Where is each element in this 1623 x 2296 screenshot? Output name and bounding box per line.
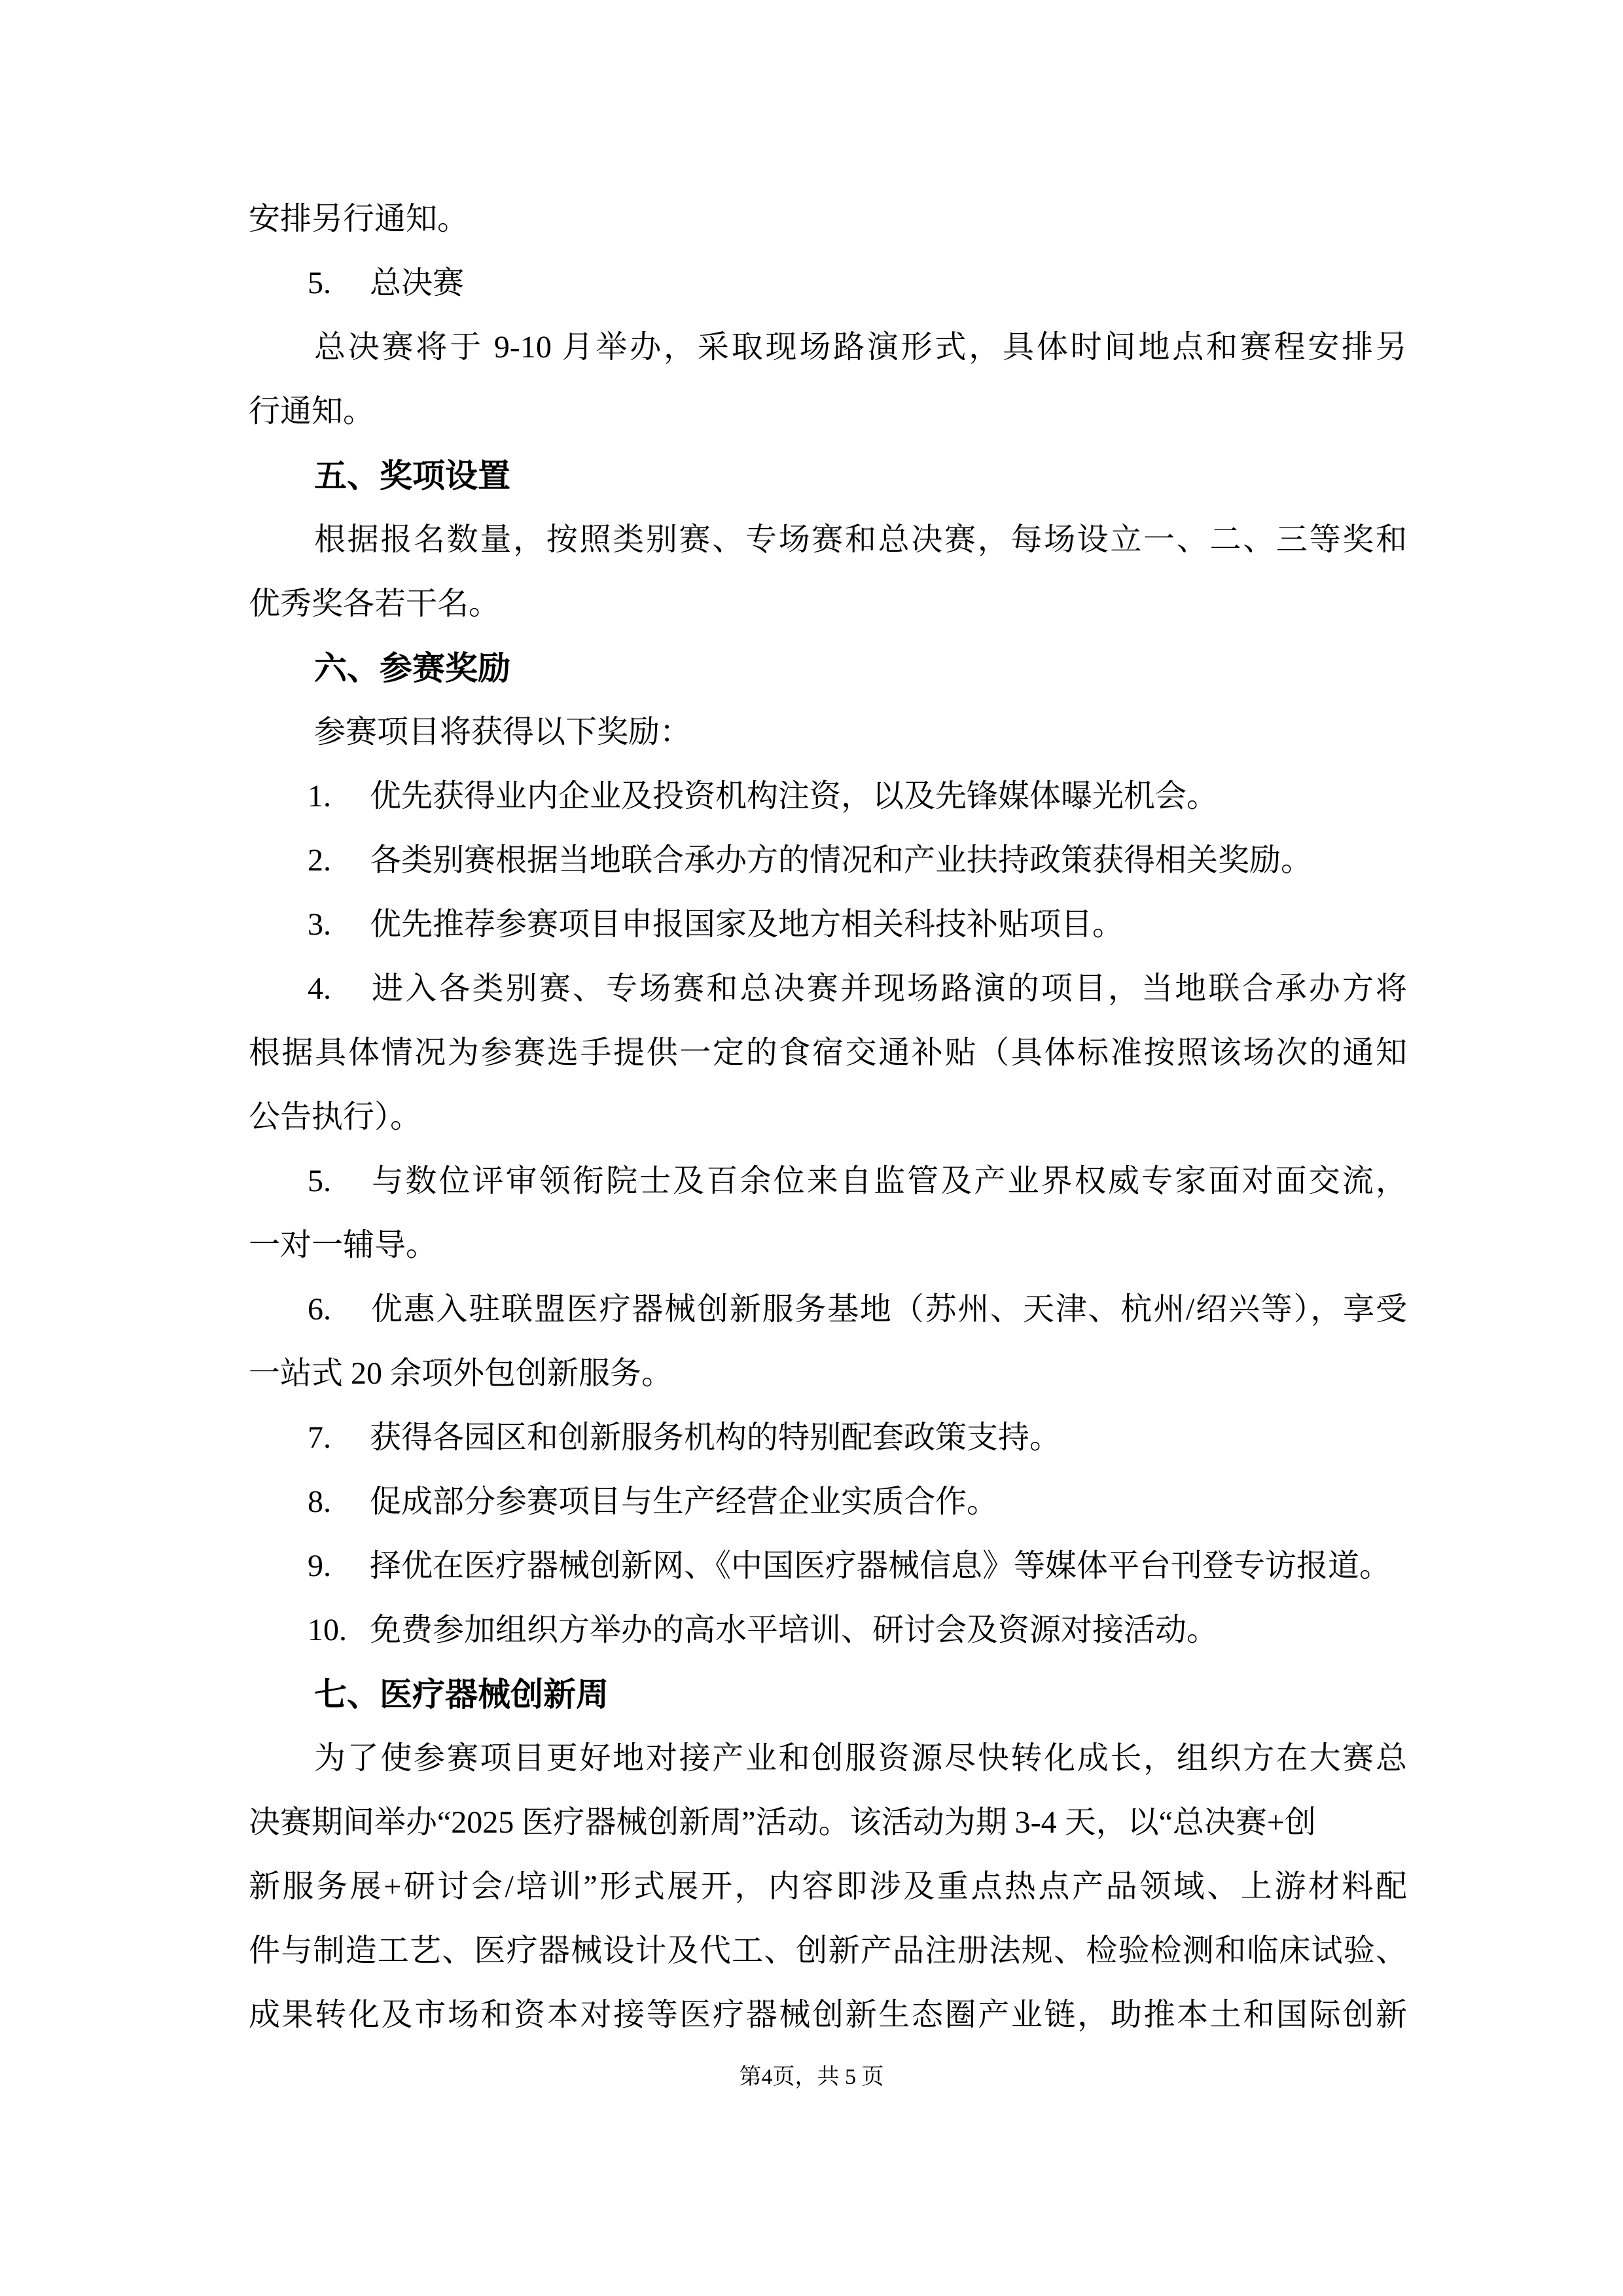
list-item-number: 1. [308,779,331,814]
list-item [249,893,1407,957]
list-item [249,829,1407,893]
doc-line: 件与制造工艺、医疗器械设计及代工、创新产品注册法规、检验检测和临床试验、 [249,1933,1407,1968]
list-item [249,764,1407,829]
heading-awards-setup: 五、奖项设置 [314,457,510,494]
list-item-text: 进入各类别赛、专场赛和总决赛并现场路演的项目，当地联合承办方将 [370,971,1407,1006]
list-item-text: 总决赛 [370,266,465,300]
list-item-number: 4. [308,971,331,1006]
list-item-text: 获得各园区和创新服务机构的特别配套政策支持。 [370,1420,1061,1455]
list-item-text: 各类别赛根据当地联合承办方的情况和产业扶持政策获得相关奖励。 [370,843,1313,878]
doc-line: 一站式 20 余项外包创新服务。 [249,1356,673,1391]
list-item-number: 2. [308,843,331,878]
doc-line: 总决赛将于 9-10 月举办，采取现场路演形式，具体时间地点和赛程安排另 [314,330,1407,365]
list-item-number: 6. [308,1292,331,1327]
list-item-text: 与数位评审领衔院士及百余位来自监管及产业界权威专家面对面交流， [370,1164,1407,1198]
doc-line: 优秀奖各若干名。 [249,586,501,621]
doc-line: 决赛期间举办“2025 医疗器械创新周”活动。该活动为期 3-4 天，以“总决赛+创 [249,1805,1316,1840]
page-footer: 第4页，共 5 页 [739,2065,884,2089]
document-body [249,187,1407,2047]
heading-participation-rewards: 六、参赛奖励 [314,650,510,687]
list-item [249,1406,1407,1470]
list-item-number: 3. [308,907,331,942]
list-item-number: 9. [308,1549,331,1583]
list-item-number: 5. [308,1164,331,1198]
doc-line: 参赛项目将获得以下奖励： [314,715,692,749]
list-item [249,1598,1407,1662]
doc-line: 根据报名数量，按照类别赛、专场赛和总决赛，每场设立一、二、三等奖和 [314,522,1407,557]
list-item-text: 优惠入驻联盟医疗器械创新服务基地（苏州、天津、杭州/绍兴等），享受 [370,1292,1407,1327]
doc-line: 行通知。 [249,394,375,429]
list-item-text: 促成部分参赛项目与生产经营企业实质合作。 [370,1484,999,1519]
list-item [249,1149,1407,1213]
list-item-text: 免费参加组织方举办的高水平培训、研讨会及资源对接活动。 [370,1613,1219,1647]
list-item [249,1470,1407,1534]
doc-line: 公告执行）。 [249,1100,422,1134]
list-item [249,957,1407,1021]
doc-line: 为了使参赛项目更好地对接产业和创服资源尽快转化成长，组织方在大赛总 [314,1741,1407,1776]
doc-line: 一对一辅导。 [249,1228,438,1263]
heading-innovation-week: 七、医疗器械创新周 [314,1676,609,1713]
list-item-text: 优先推荐参赛项目申报国家及地方相关科技补贴项目。 [370,907,1124,942]
doc-line: 成果转化及市场和资本对接等医疗器械创新生态圈产业链，助推本土和国际创新 [249,1998,1407,2032]
list-item [249,1534,1407,1598]
doc-line: 根据具体情况为参赛选手提供一定的食宿交通补贴（具体标准按照该场次的通知 [249,1035,1407,1070]
doc-line: 新服务展+研讨会/培训”形式展开，内容即涉及重点热点产品领域、上游材料配 [249,1869,1407,1904]
list-item [249,1278,1407,1342]
list-item-number: 5. [308,266,331,300]
list-item-text: 优先获得业内企业及投资机构注资，以及先锋媒体曝光机会。 [370,779,1219,814]
list-item-number: 8. [308,1484,331,1519]
list-item-number: 10. [308,1613,347,1647]
list-item-text: 择优在医疗器械创新网、《中国医疗器械信息》等媒体平台刊登专访报道。 [370,1549,1391,1583]
list-item-number: 7. [308,1420,331,1455]
list-item [249,251,1407,315]
doc-line: 安排另行通知。 [249,202,469,236]
